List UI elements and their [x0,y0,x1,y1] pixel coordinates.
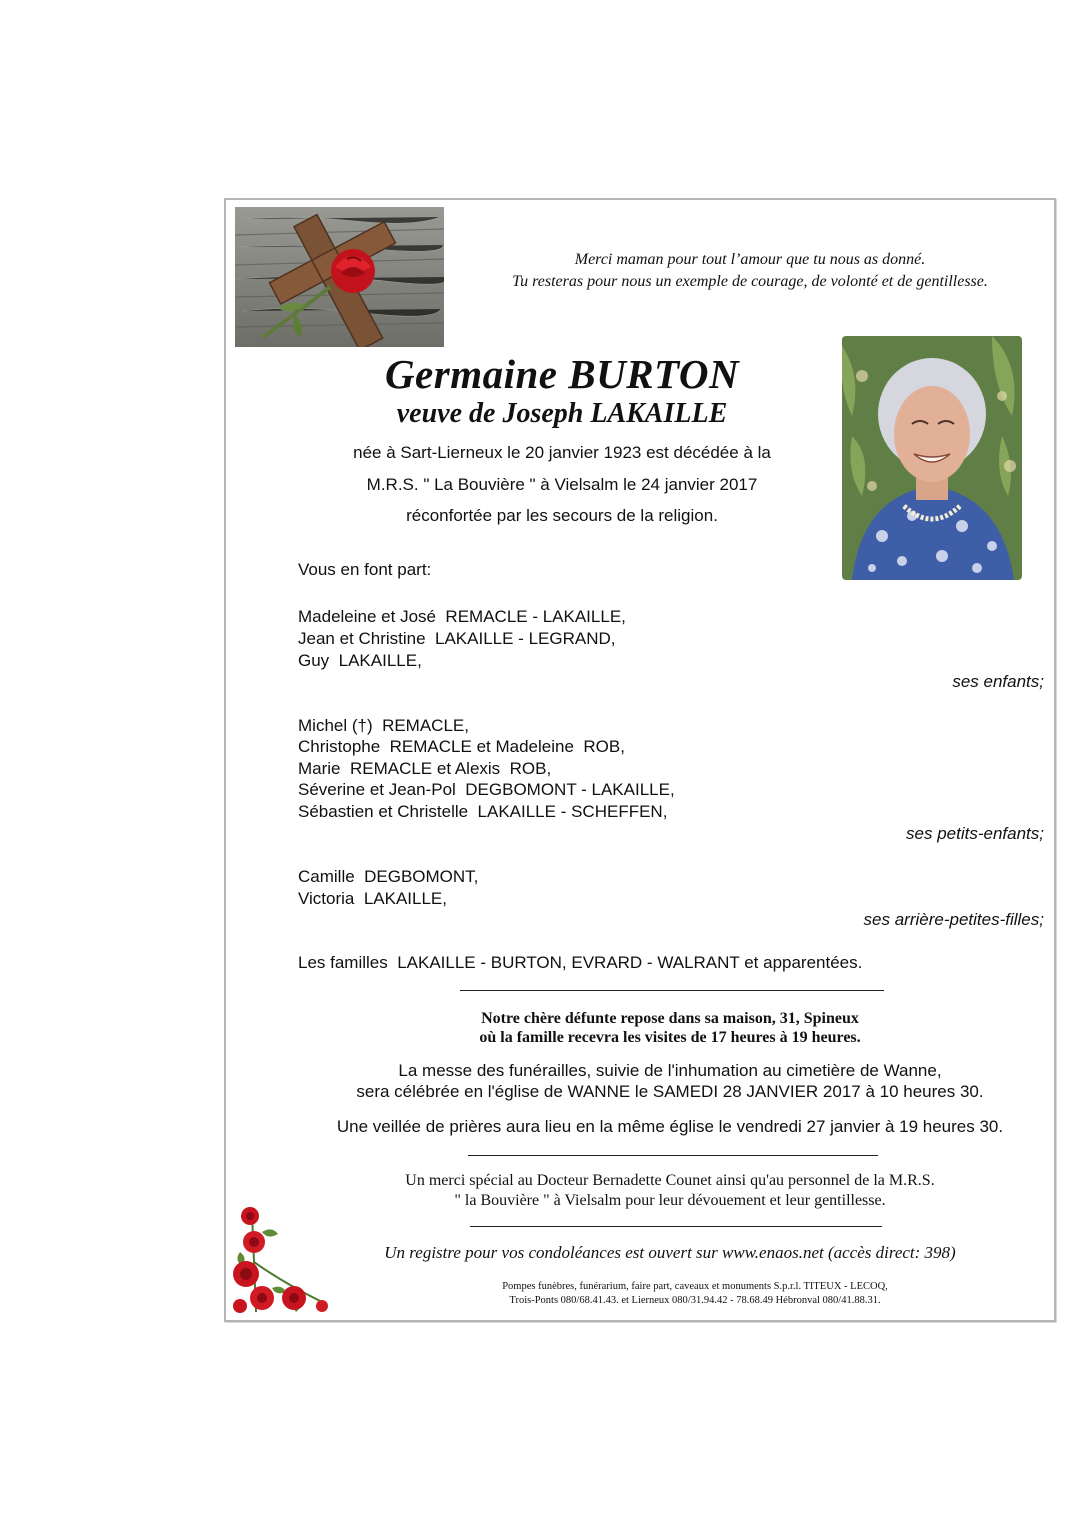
grandchild-line: Marie REMACLE et Alexis ROB, [298,759,552,778]
thanks-line-2: " la Bouvière " à Vielsalm pour leur dévouement et leur gentillesse. [454,1192,886,1209]
thanks-line-1: Un merci spécial au Docteur Bernadette Counet ainsi qu'au personnel de la M.R.S. [405,1172,935,1189]
quote-line-2: Tu resteras pour nous un exemple de courage, de volonté et de gentillesse. [512,273,988,290]
footer-line-1: Pompes funèbres, funérarium, faire part, caveaux et monuments S.p.r.l. TITEUX - LECOQ, [502,1281,888,1292]
child-line: Guy LAKAILLE, [298,651,422,670]
registry-line: Un registre pour vos condoléances est ouvert sur www.enaos.net (accès direct: 398) [384,1243,956,1262]
footer-line-2: Trois-Ponts 080/68.41.43. et Lierneux 080/31.94.42 - 78.68.49 Hébronval 080/41.88.31. [509,1295,881,1306]
divider [470,1226,882,1227]
bio-line-2: M.R.S. " La Bouvière " à Vielsalm le 24 janvier 2017 [366,475,758,494]
mass-line-2: sera célébrée en l'église de WANNE le SAMEDI 28 JANVIER 2017 à 10 heures 30. [356,1082,984,1101]
bio-line-1: née à Sart-Lierneux le 20 janvier 1923 est décédée à la [353,443,771,462]
intro-line: Vous en font part: [298,560,432,579]
cross-rose-image [235,207,444,347]
quote-line-1: Merci maman pour tout l’amour que tu nous as donné. [574,251,926,268]
grandchild-line: Christophe REMACLE et Madeleine ROB, [298,737,625,756]
rest-line-1: Notre chère défunte repose dans sa maison, 31, Spineux [481,1010,859,1027]
portrait-photo [842,336,1022,580]
widow-of-line: veuve de Joseph LAKAILLE [396,398,728,429]
child-line: Madeleine et José REMACLE - LAKAILLE, [298,607,626,626]
divider [460,990,884,991]
bio-line-3: réconfortée par les secours de la religion. [406,506,718,525]
mass-line-1: La messe des funérailles, suivie de l'inhumation au cimetière de Wanne, [398,1061,942,1080]
grandchild-line: Sébastien et Christelle LAKAILLE - SCHEFFEN, [298,802,668,821]
grandchildren-role: ses petits-enfants; [906,824,1044,843]
grandchild-line: Michel (†) REMACLE, [298,716,469,735]
vigil-line: Une veillée de prières aura lieu en la même église le vendredi 27 janvier à 19 heures 30. [336,1117,1004,1136]
roses-decoration [232,1202,334,1316]
rest-line-2: où la famille recevra les visites de 17 heures à 19 heures. [479,1029,861,1046]
child-line: Jean et Christine LAKAILLE - LEGRAND, [298,629,616,648]
children-role: ses enfants; [952,672,1044,691]
divider [468,1155,878,1156]
grandchild-line: Séverine et Jean-Pol DEGBOMONT - LAKAILLE, [298,780,675,799]
great-grandchild-line: Victoria LAKAILLE, [298,889,447,908]
families-line: Les familles LAKAILLE - BURTON, EVRARD - WALRANT et apparentées. [298,953,863,972]
great-grandchild-line: Camille DEGBOMONT, [298,867,479,886]
great-grandchildren-role: ses arrière-petites-filles; [863,910,1044,929]
deceased-name: Germaine BURTON [384,351,740,397]
